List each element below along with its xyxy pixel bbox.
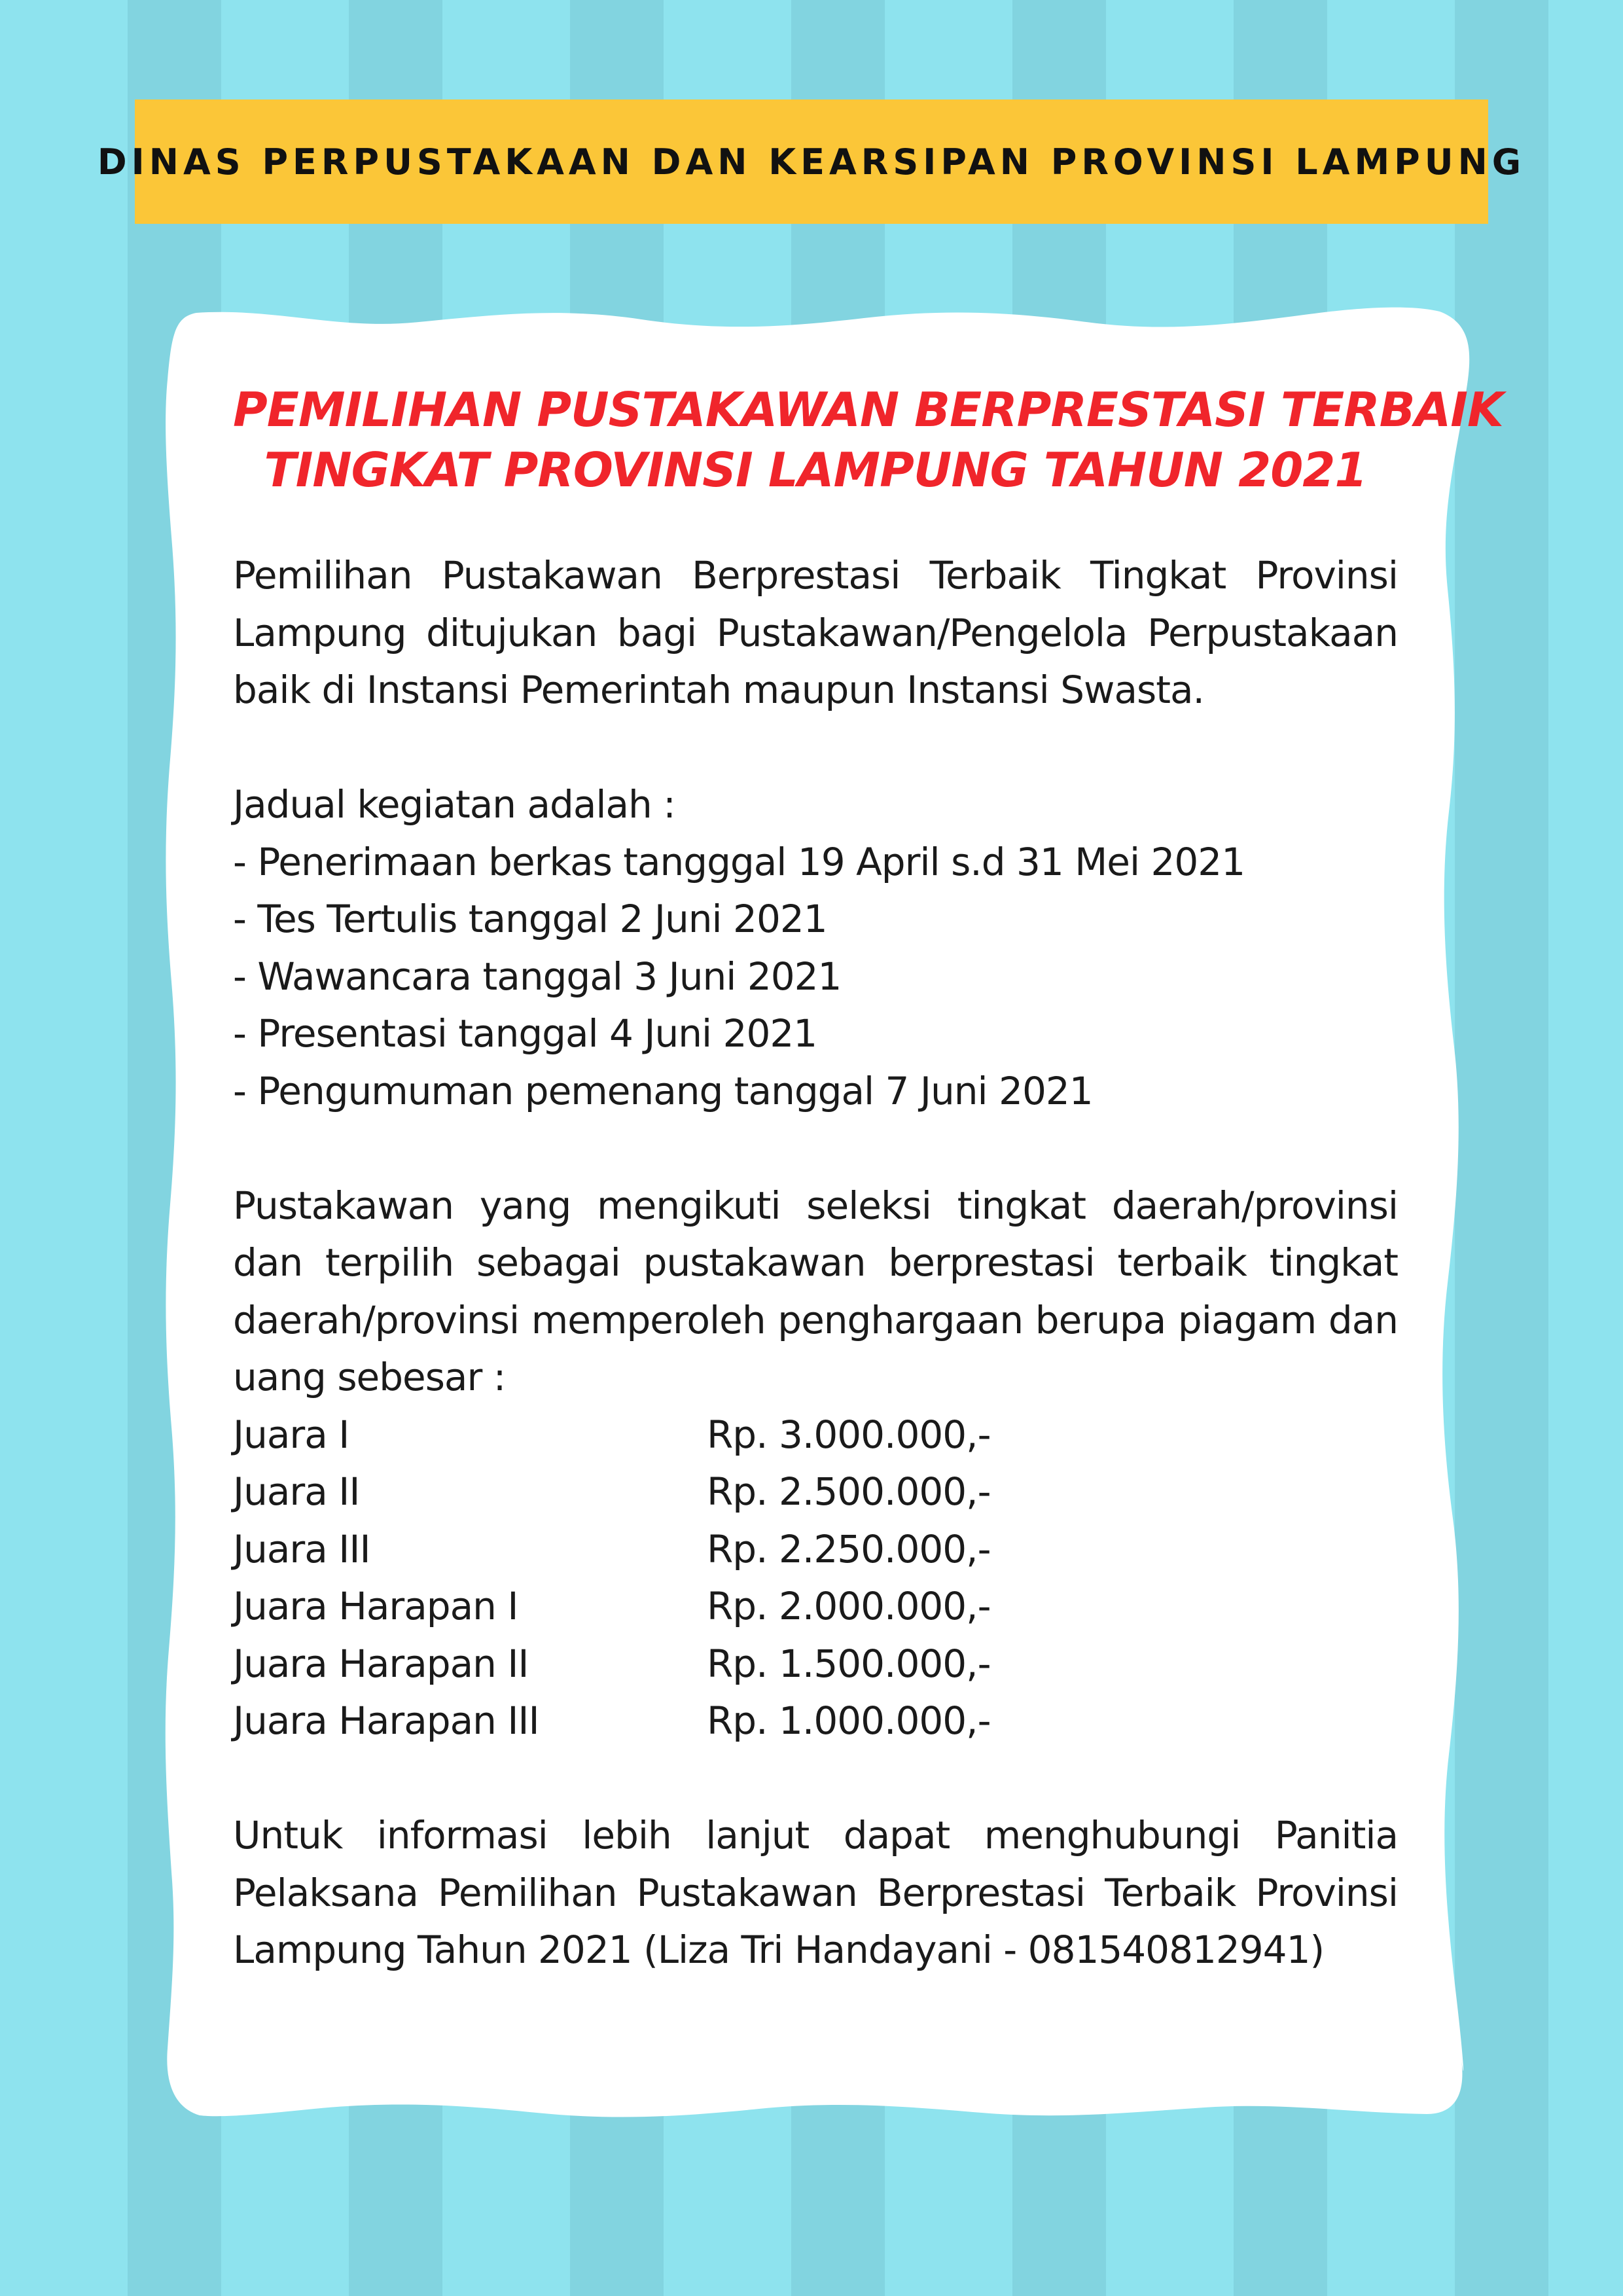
header-title: DINAS PERPUSTAKAAN DAN KEARSIPAN PROVINSI LAMPUNG xyxy=(97,141,1526,183)
prize-amount: Rp. 2.250.000,- xyxy=(707,1526,991,1571)
prize-name: Juara Harapan II xyxy=(233,1641,529,1686)
schedule-heading: Jadual kegiatan adalah : xyxy=(233,782,675,827)
schedule-item: - Penerimaan berkas tangggal 19 April s.d 31 Mei 2021 xyxy=(233,839,1245,884)
spacer xyxy=(233,1120,1398,1177)
prize-amount: Rp. 1.000.000,- xyxy=(707,1698,991,1743)
prize-amount: Rp. 2.000.000,- xyxy=(707,1584,991,1628)
intro-paragraph: Pemilihan Pustakawan Berprestasi Terbaik Tingkat Provinsi Lampung ditujukan bagi Pustakawan/Pengelola Perpustakaan baik di Instansi Pemerintah maupun Instansi Swasta. xyxy=(233,553,1398,712)
announcement-title xyxy=(233,380,1503,500)
prize-row xyxy=(233,1636,1398,1693)
prize-row xyxy=(233,1407,1398,1464)
spacer xyxy=(233,1750,1398,1808)
spacer xyxy=(233,719,1398,777)
prize-row xyxy=(233,1463,1398,1521)
prize-name: Juara Harapan I xyxy=(233,1584,518,1628)
prize-row xyxy=(233,1693,1398,1750)
announcement-card xyxy=(233,380,1503,1979)
awards-paragraph: Pustakawan yang mengikuti seleksi tingkat daerah/provinsi dan terpilih sebagai pustakawan berprestasi terbaik tingkat daerah/provinsi memperoleh penghargaan berupa piagam dan uang sebesar : xyxy=(233,1183,1398,1399)
title-line-2: TINGKAT PROVINSI LAMPUNG TAHUN 2021 xyxy=(264,442,1367,497)
prize-name: Juara I xyxy=(233,1412,349,1457)
schedule-item: - Tes Tertulis tanggal 2 Juni 2021 xyxy=(233,897,827,941)
contact-paragraph: Untuk informasi lebih lanjut dapat menghubungi Panitia Pelaksana Pemilihan Pustakawan Berprestasi Terbaik Provinsi Lampung Tahun 2021 (Liza Tri Handayani - 081540812941) xyxy=(233,1813,1398,1972)
prize-row xyxy=(233,1578,1398,1636)
prize-row xyxy=(233,1521,1398,1579)
prize-name: Juara III xyxy=(233,1526,370,1571)
prize-amount: Rp. 3.000.000,- xyxy=(707,1412,991,1457)
schedule-item: - Pengumuman pemenang tanggal 7 Juni 2021 xyxy=(233,1068,1093,1113)
prize-name: Juara Harapan III xyxy=(233,1698,539,1743)
prize-amount: Rp. 2.500.000,- xyxy=(707,1469,991,1514)
schedule-item: - Wawancara tanggal 3 Juni 2021 xyxy=(233,954,842,999)
prize-amount: Rp. 1.500.000,- xyxy=(707,1641,991,1686)
schedule-item: - Presentasi tanggal 4 Juni 2021 xyxy=(233,1011,817,1056)
title-line-1: PEMILIHAN PUSTAKAWAN BERPRESTASI TERBAIK xyxy=(233,382,1503,437)
prize-name: Juara II xyxy=(233,1469,360,1514)
